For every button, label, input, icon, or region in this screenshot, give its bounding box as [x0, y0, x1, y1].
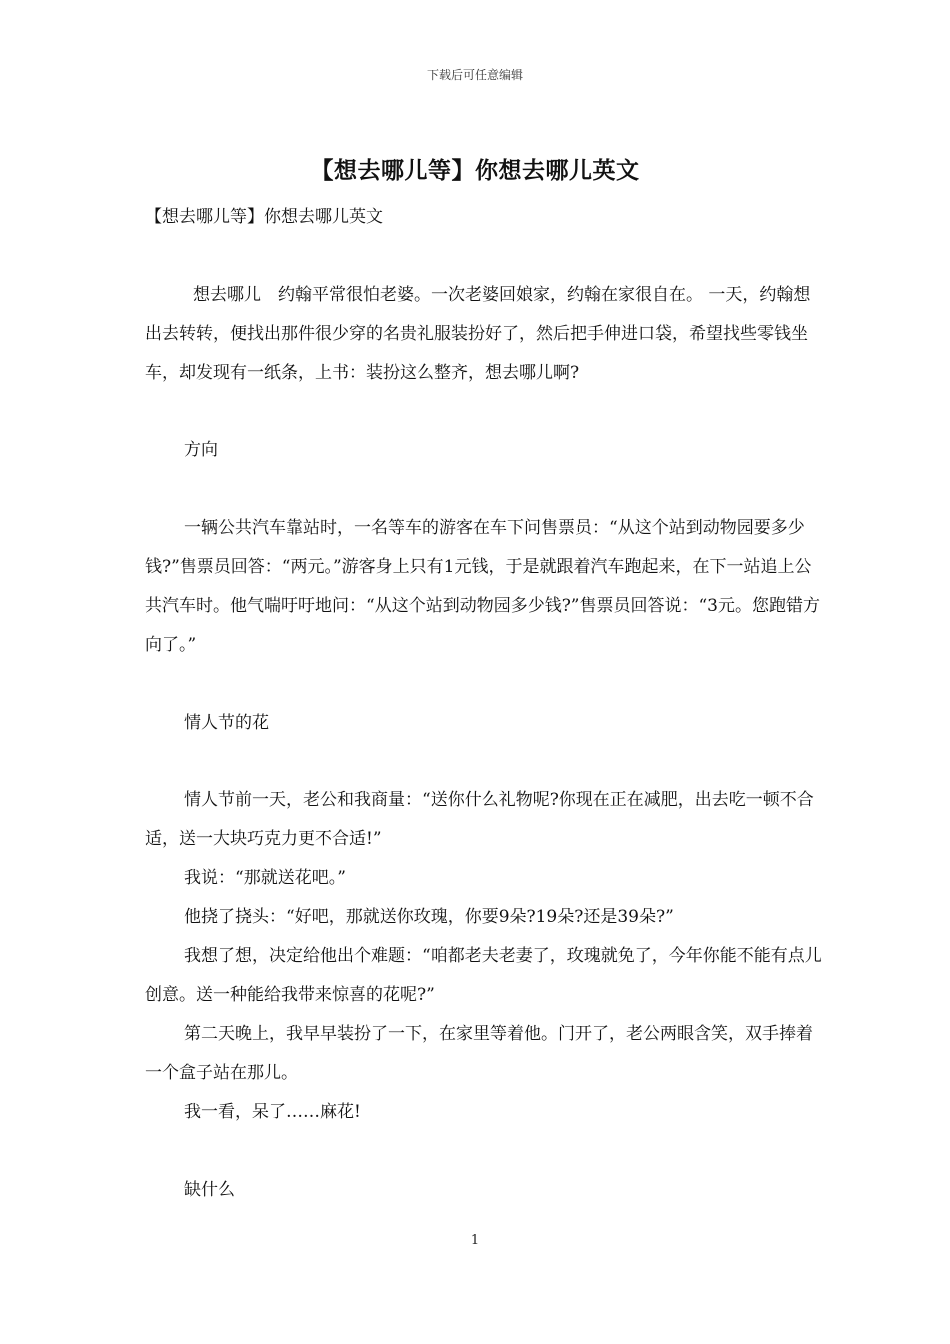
section-3-paragraph: 我说：“那就送花吧。”: [184, 868, 346, 888]
blank-line: [145, 743, 825, 781]
document-title: 【想去哪儿等】你想去哪儿英文: [310, 157, 640, 184]
section-3-paragraph: 情人节前一天，老公和我商量：“送你什么礼物呢?你现在正在减肥，出去吃一顿不合适，送一大块巧克力更不合适!”: [145, 790, 814, 849]
section-2-body: 一辆公共汽车靠站时，一名等车的游客在车下问售票员：“从这个站到动物园要多少钱?”售票员回答：“两元。”游客身上只有1元钱，于是就跟着汽车跑起来，在下一站追上公共汽车时。他气喘吁吁地问：“从这个站到动物园多少钱?”售票员回答说：“3元。您跑错方向了。”: [145, 518, 821, 655]
blank-line: [145, 470, 825, 509]
section-3-heading: 情人节的花: [184, 713, 269, 733]
blank-line: [145, 1132, 825, 1171]
blank-line: [145, 393, 825, 431]
section-3-paragraph: 他挠了挠头：“好吧，那就送你玫瑰，你要9朵?19朵?还是39朵?”: [184, 907, 674, 927]
blank-line: [145, 665, 825, 704]
section-1-body: 想去哪儿 约翰平常很怕老婆。一次老婆回娘家，约翰在家很自在。 一天，约翰想出去转转，便找出那件很少穿的名贵礼服装扮好了，然后把手伸进口袋，希望找些零钱坐车，却发现有一纸条，上书：装扮这么整齐，想去哪儿啊?: [145, 285, 811, 383]
section-3-paragraph: 我一看，呆了……麻花!: [184, 1102, 361, 1122]
section-2-heading: 方向: [184, 440, 218, 460]
blank-line: [145, 237, 825, 276]
section-3-paragraph: 我想了想，决定给他出个难题：“咱都老夫老妻了，玫瑰就免了，今年你能不能有点儿创意。送一种能给我带来惊喜的花呢?”: [145, 946, 822, 1005]
subtitle: 【想去哪儿等】你想去哪儿英文: [145, 207, 383, 227]
document-body: [145, 198, 825, 1210]
page-number: 1: [470, 1233, 480, 1248]
section-3-paragraph: 第二天晚上，我早早装扮了一下，在家里等着他。门开了，老公两眼含笑，双手捧着一个盒子站在那儿。: [145, 1024, 813, 1083]
header-note: 下载后可任意编辑: [426, 68, 523, 82]
section-4-heading: 缺什么: [184, 1180, 235, 1200]
